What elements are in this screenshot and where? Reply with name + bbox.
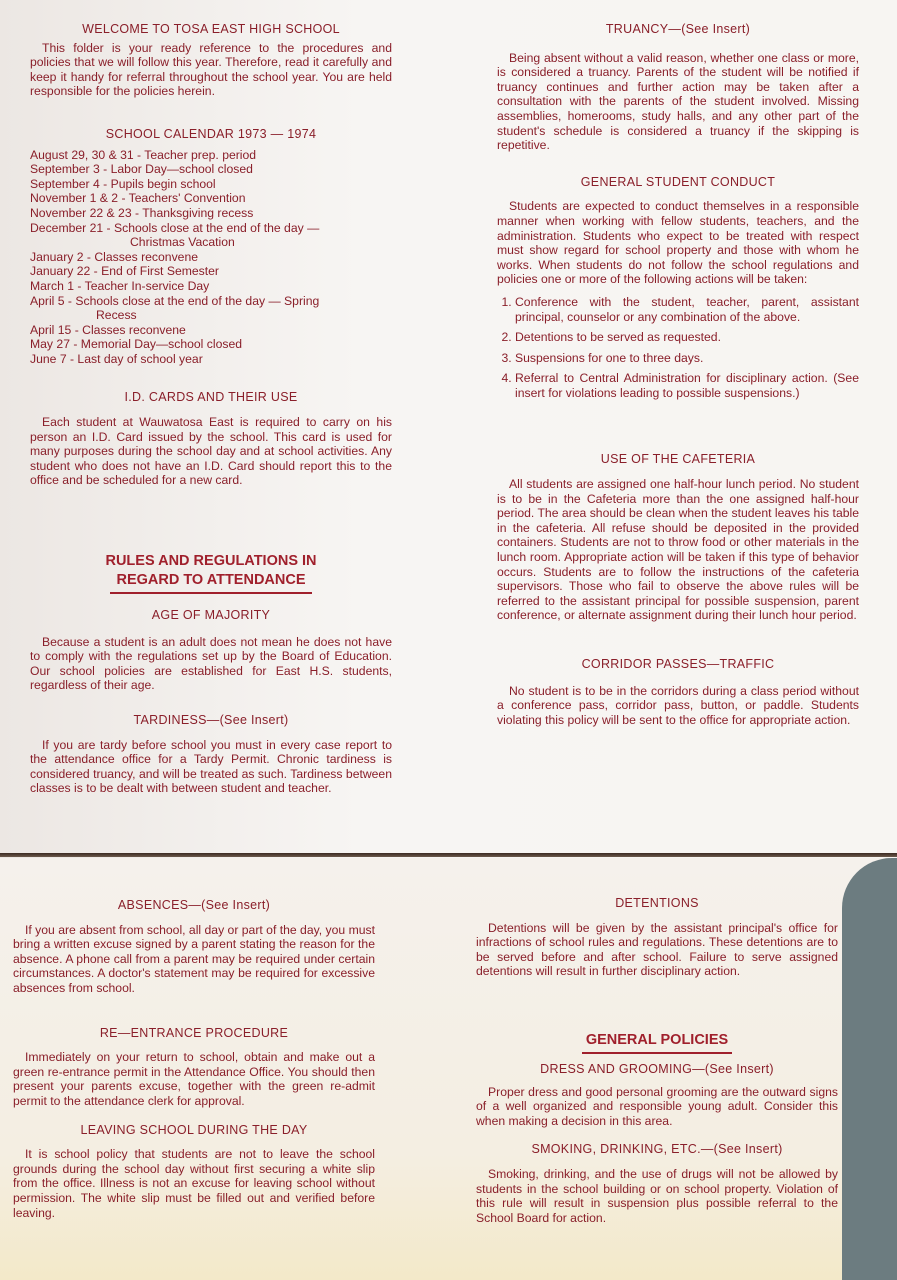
right-top-column <box>497 22 859 727</box>
calendar-list <box>30 148 392 367</box>
rules-heading-line1: RULES AND REGULATIONS IN <box>105 553 317 570</box>
age-title: AGE OF MAJORITY <box>151 608 271 623</box>
tardiness-title: TARDINESS—(See Insert) <box>133 713 289 727</box>
conduct-action-item: 1. Conference with the student, teacher, parent, assistant principal, counselor or any combination of the above. <box>515 295 859 324</box>
conduct-body: Students are expected to conduct themselves in a responsible manner when working with fellow students, teachers, and the administration. Students who expect to be treated with respect must show regard for school property and those with whom he works. When students do not follow the school regulations and policies one or more of the following actions will be taken: <box>497 199 859 287</box>
reentrance-title: RE—ENTRANCE PROCEDURE <box>99 1025 289 1040</box>
rules-heading <box>30 552 392 594</box>
dress-body: Proper dress and good personal grooming are the outward signs of a well organized and responsible young adult. Consider this when making a decision in this area. <box>476 1084 838 1128</box>
detentions-title: DETENTIONS <box>615 896 699 910</box>
calendar-line: January 22 - End of First Semester <box>30 264 219 279</box>
welcome-title: WELCOME TO TOSA EAST HIGH SCHOOL <box>82 22 340 36</box>
reentrance-body: Immediately on your return to school, obtain and make out a green re-entrance permit in the Attendance Office. You should then present your parents excuse, together with the green re-admit permit to the attendance clerk for approval. <box>13 1050 375 1108</box>
absences-body: If you are absent from school, all day or part of the day, you must bring a written excuse signed by a parent stating the reason for the absence. A phone call from a parent may be required under certain circumstances. A doctor's statement may be required for excessive absences from school. <box>13 922 376 995</box>
folder-tab-edge <box>842 858 897 1280</box>
leaving-title: LEAVING SCHOOL DURING THE DAY <box>80 1122 308 1137</box>
calendar-line: September 4 - Pupils begin school <box>30 176 216 191</box>
calendar-line: September 3 - Labor Day—school closed <box>30 162 253 177</box>
corridor-title: CORRIDOR PASSES—TRAFFIC <box>581 657 775 671</box>
truancy-title: TRUANCY—(See Insert) <box>605 22 751 36</box>
smoking-title: SMOKING, DRINKING, ETC.—(See Insert) <box>531 1142 783 1157</box>
calendar-title: SCHOOL CALENDAR 1973 — 1974 <box>105 126 317 141</box>
left-top-column <box>30 22 392 796</box>
calendar-line: March 1 - Teacher In-service Day <box>30 278 210 293</box>
id-cards-title: I.D. CARDS AND THEIR USE <box>124 390 298 405</box>
rules-heading-line2: REGARD TO ATTENDANCE <box>110 571 311 594</box>
calendar-line: April 5 - Schools close at the end of the day — Spring <box>30 293 320 308</box>
truancy-body: Being absent without a valid reason, whether one class or more, is considered a truancy. Parents of the student will be notified if truancy continues and further action may be taken after a consultation with the parents of the student involved. Missing assemblies, homerooms, study halls, and any other part of the student's schedule is considered a truancy if the skipping is repetitive. <box>497 50 859 153</box>
leaving-body: It is school policy that students are not to leave the school grounds during the school day without first securing a white slip from the office. Illness is not an excuse for leaving school without permission. The white slip must be filled out and verified before leaving. <box>13 1147 375 1220</box>
calendar-line: November 22 & 23 - Thanksgiving recess <box>30 205 254 220</box>
cafeteria-body: All students are assigned one half-hour lunch period. No student is to be in the Cafeteria more than the one assigned half-hour period. The area should be clean when the student leaves his table in the cafeteria. All refuse should be deposited in the provided containers. Students are not to throw food or other materials in the lunch room. Appropriate action will be taken if this type of behavior occurs. Students are to follow the instructions of the cafeteria supervisors. Those who fail to observe the above rules will be referred to the assistant principal for possible suspension, parent conference, or alternate assignment during their lunch hour period. <box>497 477 859 623</box>
conduct-action-item: 3. Suspensions for one to three days. <box>515 351 859 366</box>
left-bottom-column <box>13 898 375 1220</box>
conduct-title: GENERAL STUDENT CONDUCT <box>580 174 776 189</box>
right-bottom-column <box>476 896 838 1225</box>
tardiness-body: If you are tardy before school you must in every case report to the attendance office for a Tardy Permit. Chronic tardiness is considered truancy, and will be treated as such. Tardiness between classes is to be dealt with between student and teacher. <box>30 737 392 796</box>
calendar-line: May 27 - Memorial Day—school closed <box>30 337 243 352</box>
corridor-body: No student is to be in the corridors during a class period without a conference pass, corridor pass, button, or paddle. Students violating this policy will be sent to the office for appropriate action. <box>497 683 859 727</box>
dress-title: DRESS AND GROOMING—(See Insert) <box>540 1061 774 1076</box>
page-fold <box>0 853 897 857</box>
detentions-body: Detentions will be given by the assistant principal's office for infractions of school rules and regulations. These detentions are to be served before and after school. Failure to serve assigned detentions will result in further disciplinary action. <box>476 920 838 979</box>
age-body: Because a student is an adult does not mean he does not have to comply with the regulations set up by the Board of Education. Our school policies are established for East H.S. students, regardless of their age. <box>30 634 392 693</box>
calendar-line: April 15 - Classes reconvene <box>30 322 186 337</box>
calendar-line: June 7 - Last day of school year <box>30 351 203 366</box>
general-policies-heading-wrap <box>476 1031 838 1054</box>
calendar-line: August 29, 30 & 31 - Teacher prep. period <box>30 147 257 162</box>
calendar-line: Christmas Vacation <box>130 235 235 250</box>
id-cards-body: Each student at Wauwatosa East is required to carry on his person an I.D. Card issued by the school. This card is used for many purposes during the school day and at school activities. Any student who does not have an I.D. Card should report this to the office and be scheduled for a new card. <box>30 415 392 488</box>
cafeteria-title: USE OF THE CAFETERIA <box>600 452 756 467</box>
calendar-line: November 1 & 2 - Teachers' Convention <box>30 191 246 206</box>
general-policies-heading: GENERAL POLICIES <box>582 1031 732 1054</box>
calendar-line: January 2 - Classes reconvene <box>30 249 199 264</box>
smoking-body: Smoking, drinking, and the use of drugs will not be allowed by students in the school building or on school property. Violation of this rule will result in suspension plus possible referral to the School Board for action. <box>476 1166 838 1225</box>
conduct-action-item: 4. Referral to Central Administration for disciplinary action. (See insert for violations leading to possible suspensions.) <box>515 371 859 400</box>
calendar-line: December 21 - Schools close at the end of the day — <box>30 220 320 235</box>
welcome-body: This folder is your ready reference to the procedures and policies that we will follow this year. Therefore, read it carefully and keep it handy for referral throughout the school year. You are held responsible for the policies herein. <box>30 40 392 99</box>
conduct-action-item: 2. Detentions to be served as requested. <box>515 330 859 345</box>
absences-title: ABSENCES—(See Insert) <box>117 898 271 912</box>
conduct-actions-list <box>497 295 859 401</box>
calendar-line: Recess <box>96 308 137 323</box>
